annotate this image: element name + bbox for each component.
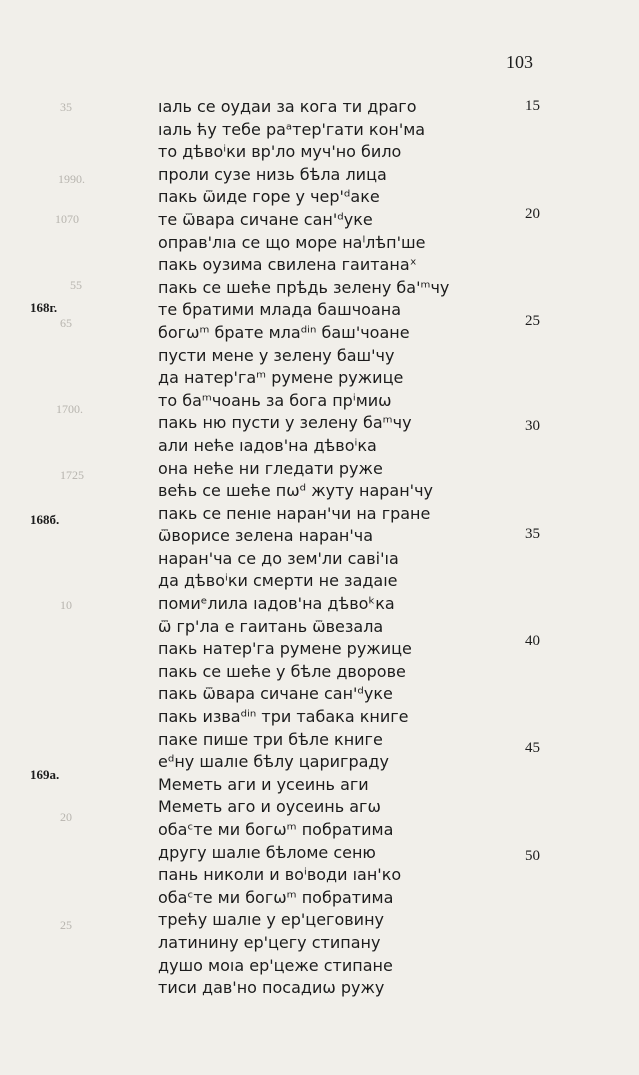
line-number: 25 [525, 313, 540, 329]
verse-line: пусти мене у зелену баш'чу [158, 345, 395, 365]
verse-line: пакь се шеће прѣдь зелену ба'ᵐчу [158, 277, 450, 297]
verse-line: али неће ıадов'на дѣвоⁱка [158, 435, 377, 455]
verse-line: ѿ гр'ла е гаитань ѿвезала [158, 616, 384, 636]
verse-line: она неће ни гледати руже [158, 458, 383, 478]
verse-line: проли сузе низь бѣла лица [158, 164, 387, 184]
verse-line: ıаль се оудаи за кога ти драго [158, 97, 417, 116]
line-number: 35 [525, 526, 540, 542]
verse-line: пакь изваᵈⁱⁿ три табака книге [158, 707, 409, 727]
line-number: 15 [525, 98, 540, 114]
line-number: 20 [525, 206, 540, 222]
verse-line: латинину ер'цегу стипану [158, 932, 381, 952]
verse-line: Меметь аго и оусеинь агѡ [158, 797, 381, 817]
verse-line: помиᵉлила ıадов'на дѣвоᵏка [158, 594, 395, 614]
verse-line: пань николи и воⁱводи ıан'ко [158, 865, 402, 885]
verse-line: паке пише три бѣле книге [158, 729, 383, 749]
verse-line: то дѣвоⁱки вр'ло муч'но било [158, 142, 402, 162]
verse-block [158, 96, 449, 1000]
verse-line: пакь натер'га румене ружице [158, 639, 412, 659]
verse-line: пакь ѿвара сичане сан'ᵈуке [158, 684, 393, 704]
verse-line: душо моıа ер'цеже стипане [158, 955, 393, 975]
verse-line: оправ'лıа се що море наˡлѣп'ше [158, 232, 426, 252]
verse-line: Меметь аги и усеинь аги [158, 774, 369, 794]
verse-line: те ѿвара сичане сан'ᵈуке [158, 209, 373, 229]
verse-line: пакь се пенıе наран'чи на гране [158, 503, 431, 523]
verse-line: богѡᵐ брате млаᵈⁱⁿ баш'чоане [158, 322, 410, 342]
verse-line: да дѣвоⁱки смерти не задаıе [158, 571, 398, 591]
verse-line: обаᶜте ми богѡᵐ побратима [158, 887, 394, 907]
verse-line: пакь ѿиде горе у чер'ᵈаке [158, 187, 380, 207]
verse-line: наран'ча се до зем'ли саві'ıа [158, 548, 399, 568]
verse-line: ѿворисе зелена наран'ча [158, 526, 374, 546]
verse-line: обаᶜте ми богѡᵐ побратима [158, 820, 394, 839]
verse-line: тиси дав'но посадиѡ ружу [158, 978, 385, 998]
line-number: 45 [525, 740, 540, 756]
line-number: 40 [525, 633, 540, 649]
verse-line: пакь се шеће у бѣле дворове [158, 661, 406, 681]
verse-line: пакь ню пусти у зелену баᵐчу [158, 413, 412, 433]
folio-mark: 168г. [30, 300, 58, 315]
verse-line: еᵈну шалıе бѣлу цариграду [158, 752, 389, 772]
line-number: 50 [525, 848, 540, 864]
verse-line: ıаль ћу тебе раᵃтер'гати кон'ма [158, 119, 426, 139]
verse-line: те братими млада башчоана [158, 300, 402, 320]
line-number: 30 [525, 418, 540, 434]
verse-line: то баᵐчоань за бога прⁱмиѡ [158, 390, 392, 410]
folio-mark: 168б. [30, 512, 60, 527]
verse-line: да натер'гаᵐ румене ружице [158, 368, 404, 388]
verse-line: пакь оузима свилена гаитанаˣ [158, 255, 417, 275]
verse-line: трећу шалıе у ер'цеговину [158, 910, 384, 930]
folio-mark: 169а. [30, 767, 60, 782]
verse-line: већь се шеће пѡᵈ жуту наран'чу [158, 481, 433, 501]
page-number: 103 [506, 52, 533, 72]
verse-line: другу шалıе бѣломе сеню [158, 842, 376, 862]
